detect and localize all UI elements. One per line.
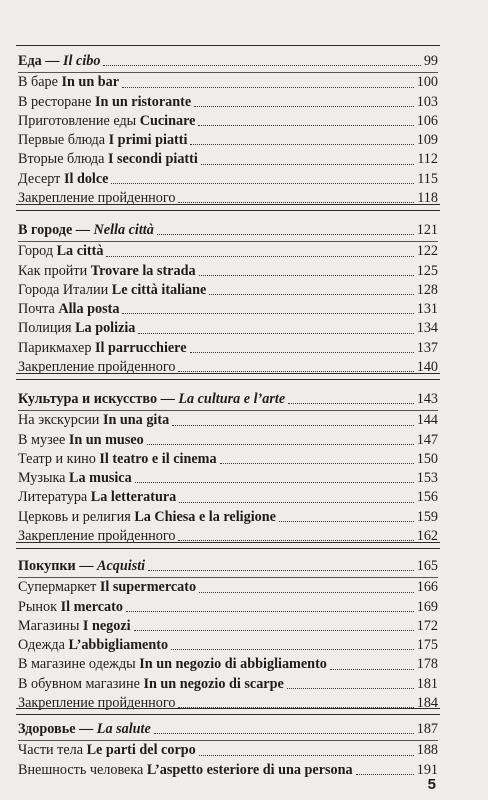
dot-leader (194, 104, 414, 107)
toc-section-city (18, 221, 438, 377)
dot-leader (287, 686, 414, 689)
dot-leader (172, 423, 414, 426)
dot-leader (106, 254, 413, 257)
dot-leader (178, 538, 413, 541)
toc-item: В обувном магазине In un negozio di scarpe 181 (18, 675, 438, 692)
toc-item: Почта Alla posta 131 (18, 301, 438, 318)
section-heading: Покупки — Acquisti 165 (18, 557, 438, 576)
toc-item: Первые блюда I primi piatti 109 (18, 132, 438, 149)
section-separator (16, 204, 440, 211)
dot-leader (288, 401, 414, 404)
dot-leader (220, 461, 414, 464)
page-number: 143 (416, 391, 438, 407)
toc-section-shopping (18, 557, 438, 713)
toc-item: Закрепление пройденного 184 (18, 695, 438, 712)
toc-item: Полиция La polizia 134 (18, 320, 438, 337)
toc-item: Одежда L’abbigliamento 175 (18, 637, 438, 654)
toc-item: Театр и кино Il teatro e il cinema 150 (18, 450, 438, 467)
section-heading: Здоровье — La salute 187 (18, 720, 438, 739)
toc-item: Супермаркет Il supermercato 166 (18, 579, 438, 596)
toc-item: В магазине одежды In un negozio di abbigliamento 178 (18, 656, 438, 673)
toc-section-culture (18, 390, 438, 546)
dot-leader (126, 609, 414, 612)
toc-item: На экскурсии In una gita 144 (18, 412, 438, 429)
dot-leader (147, 442, 414, 445)
toc-item: Рынок Il mercato 169 (18, 598, 438, 615)
toc-item: В музее In un museo 147 (18, 431, 438, 448)
toc-item: Литература La letteratura 156 (18, 489, 438, 506)
page-number: 99 (423, 53, 438, 69)
toc-item: В ресторане In un ristorante 103 (18, 93, 438, 110)
toc-item: Части тела Le parti del corpo 188 (18, 742, 438, 759)
toc-item: Города Италии Le città italiane 128 (18, 281, 438, 298)
page-folio: 5 (427, 776, 436, 793)
dot-leader (199, 753, 414, 756)
dot-leader (190, 350, 414, 353)
dot-leader (157, 232, 414, 235)
toc-item: Церковь и религия La Chiesa e la religione 159 (18, 508, 438, 525)
dot-leader (148, 568, 414, 571)
section-heading: Культура и искусство — La cultura e l’arte 143 (18, 390, 438, 409)
toc-item: Магазины I negozi 172 (18, 617, 438, 634)
page-number: 187 (416, 721, 438, 737)
page-number: 121 (416, 222, 438, 238)
dot-leader (178, 200, 414, 203)
dot-leader (179, 500, 413, 503)
dot-leader (138, 331, 413, 334)
top-rule (16, 45, 440, 46)
page-number: 165 (416, 558, 438, 574)
toc-item: Приготовление еды Cucinare 106 (18, 112, 438, 129)
toc-item: Десерт Il dolce 115 (18, 170, 438, 187)
section-separator (16, 708, 440, 715)
toc-section-health (18, 720, 438, 780)
section-heading: В городе — Nella città 121 (18, 221, 438, 240)
section-separator (16, 373, 440, 380)
dot-leader (330, 667, 414, 670)
section-heading: Еда — Il cibo 99 (18, 52, 438, 71)
toc-section-food (18, 52, 438, 208)
dot-leader (199, 273, 414, 276)
dot-leader (135, 480, 414, 483)
section-separator (16, 542, 440, 549)
dot-leader (111, 181, 414, 184)
dot-leader (201, 162, 414, 165)
toc-item: В баре In un bar 100 (18, 74, 438, 91)
dot-leader (199, 590, 414, 593)
dot-leader (356, 772, 414, 775)
toc-item: Внешность человека L’aspetto esteriore di una persona 191 (18, 761, 438, 778)
dot-leader (209, 292, 413, 295)
dot-leader (103, 63, 420, 66)
toc-item: Парикмахер Il parrucchiere 137 (18, 339, 438, 356)
toc-item: Музыка La musica 153 (18, 470, 438, 487)
dot-leader (122, 311, 413, 314)
dot-leader (171, 647, 414, 650)
dot-leader (198, 123, 413, 126)
toc-item: Как пройти Trovare la strada 125 (18, 262, 438, 279)
toc-item: Закрепление пройденного 162 (18, 528, 438, 545)
dot-leader (122, 85, 414, 88)
toc-item: Вторые блюда I secondi piatti 112 (18, 151, 438, 168)
dot-leader (178, 369, 413, 372)
dot-leader (190, 142, 413, 145)
dot-leader (134, 628, 414, 631)
toc-item: Город La città 122 (18, 243, 438, 260)
toc-item: Закрепление пройденного 140 (18, 359, 438, 376)
dot-leader (154, 731, 414, 734)
dot-leader (279, 519, 414, 522)
toc-item: Закрепление пройденного 118 (18, 190, 438, 207)
